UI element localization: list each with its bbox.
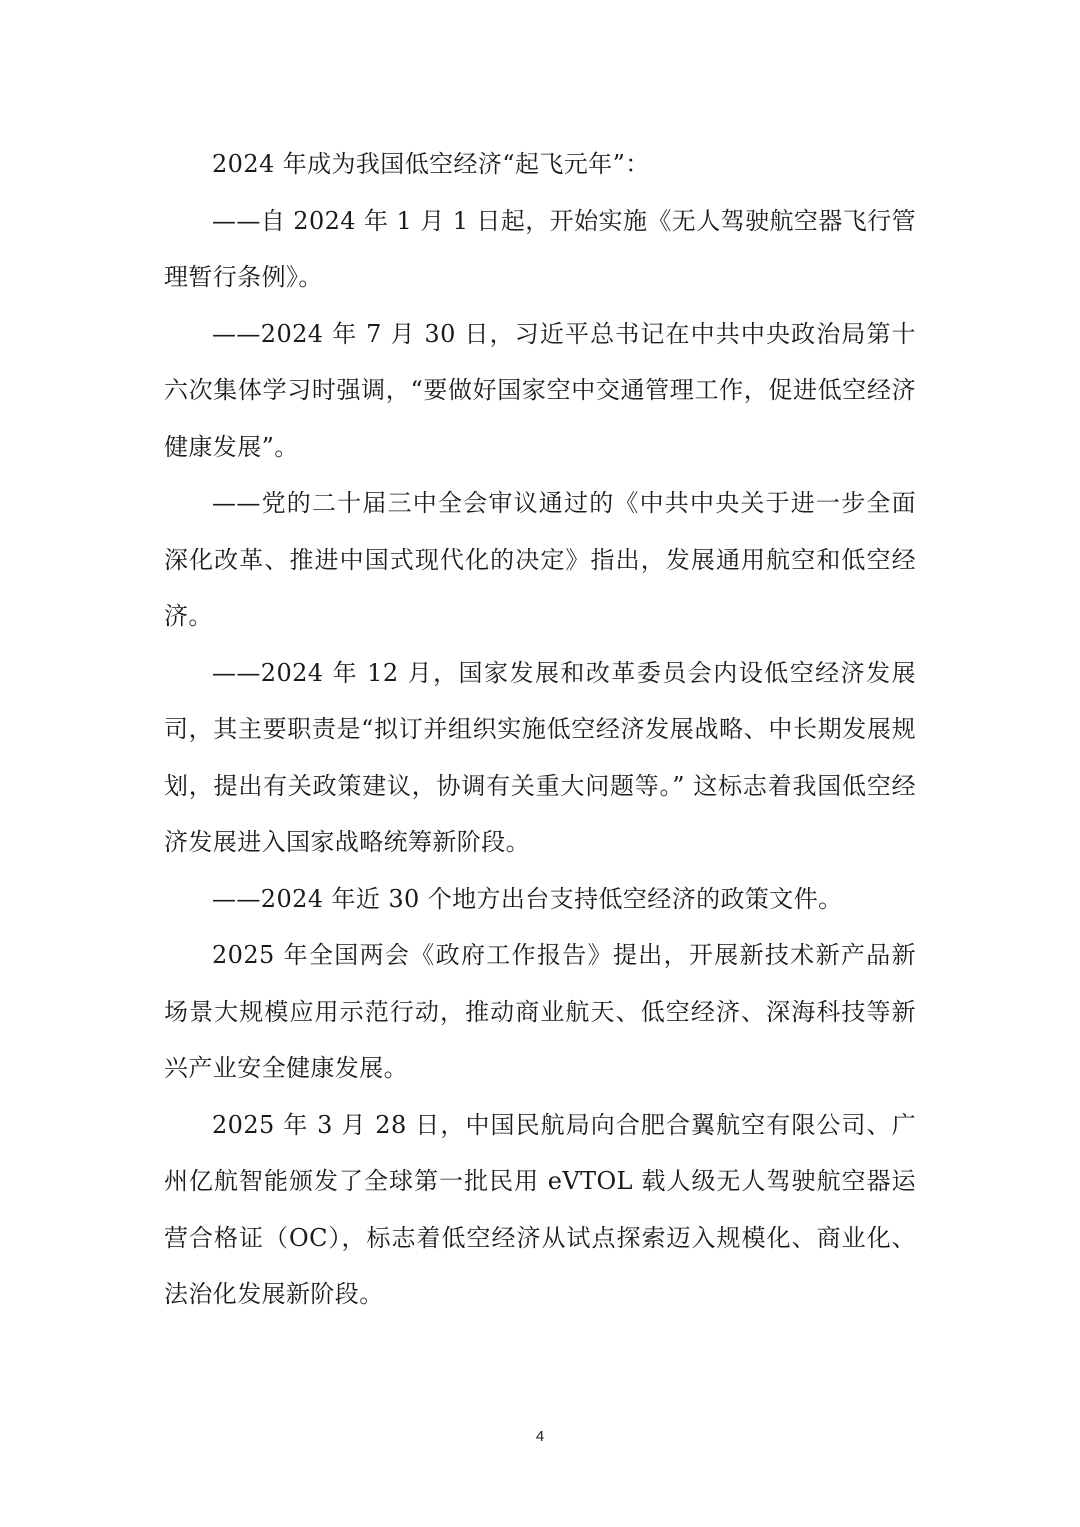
paragraph-intro: 2024 年成为我国低空经济“起飞元年”： [212, 150, 650, 178]
paragraph-ndrc-department: ——2024 年 12 月，国家发展和改革委员会内设低空经济发展司，其主要职责是“拟订并组织实施低空经济发展战略、中长期发展规划，提出有关政策建议，协调有关重大问题等。” 这标志着我国低空经济发展进入国家战略统筹新阶段。 [164, 658, 916, 856]
paragraph-politburo-study: ——2024 年 7 月 30 日，习近平总书记在中共中央政治局第十六次集体学习时强调，“要做好国家空中交通管理工作，促进低空经济健康发展”。 [164, 319, 916, 461]
paragraph-local-policies: ——2024 年近 30 个地方出台支持低空经济的政策文件。 [212, 884, 843, 913]
paragraph-regulation: ——自 2024 年 1 月 1 日起，开始实施《无人驾驶航空器飞行管理暂行条例》。 [164, 206, 916, 291]
page-number: 4 [535, 1428, 545, 1445]
paragraph-government-report: 2025 年全国两会《政府工作报告》提出，开展新技术新产品新场景大规模应用示范行动，推动商业航天、低空经济、深海科技等新兴产业安全健康发展。 [164, 941, 916, 1082]
document-body [164, 136, 916, 1323]
paragraph-third-plenum: ——党的二十届三中全会审议通过的《中共中央关于进一步全面深化改革、推进中国式现代化的决定》指出，发展通用航空和低空经济。 [164, 489, 916, 630]
paragraph-evtol-certificate: 2025 年 3 月 28 日，中国民航局向合肥合翼航空有限公司、广州亿航智能颁发了全球第一批民用 eVTOL 载人级无人驾驶航空器运营合格证（OC），标志着低空经济从试点探索迈入规模化、商业化、法治化发展新阶段。 [164, 1110, 916, 1308]
